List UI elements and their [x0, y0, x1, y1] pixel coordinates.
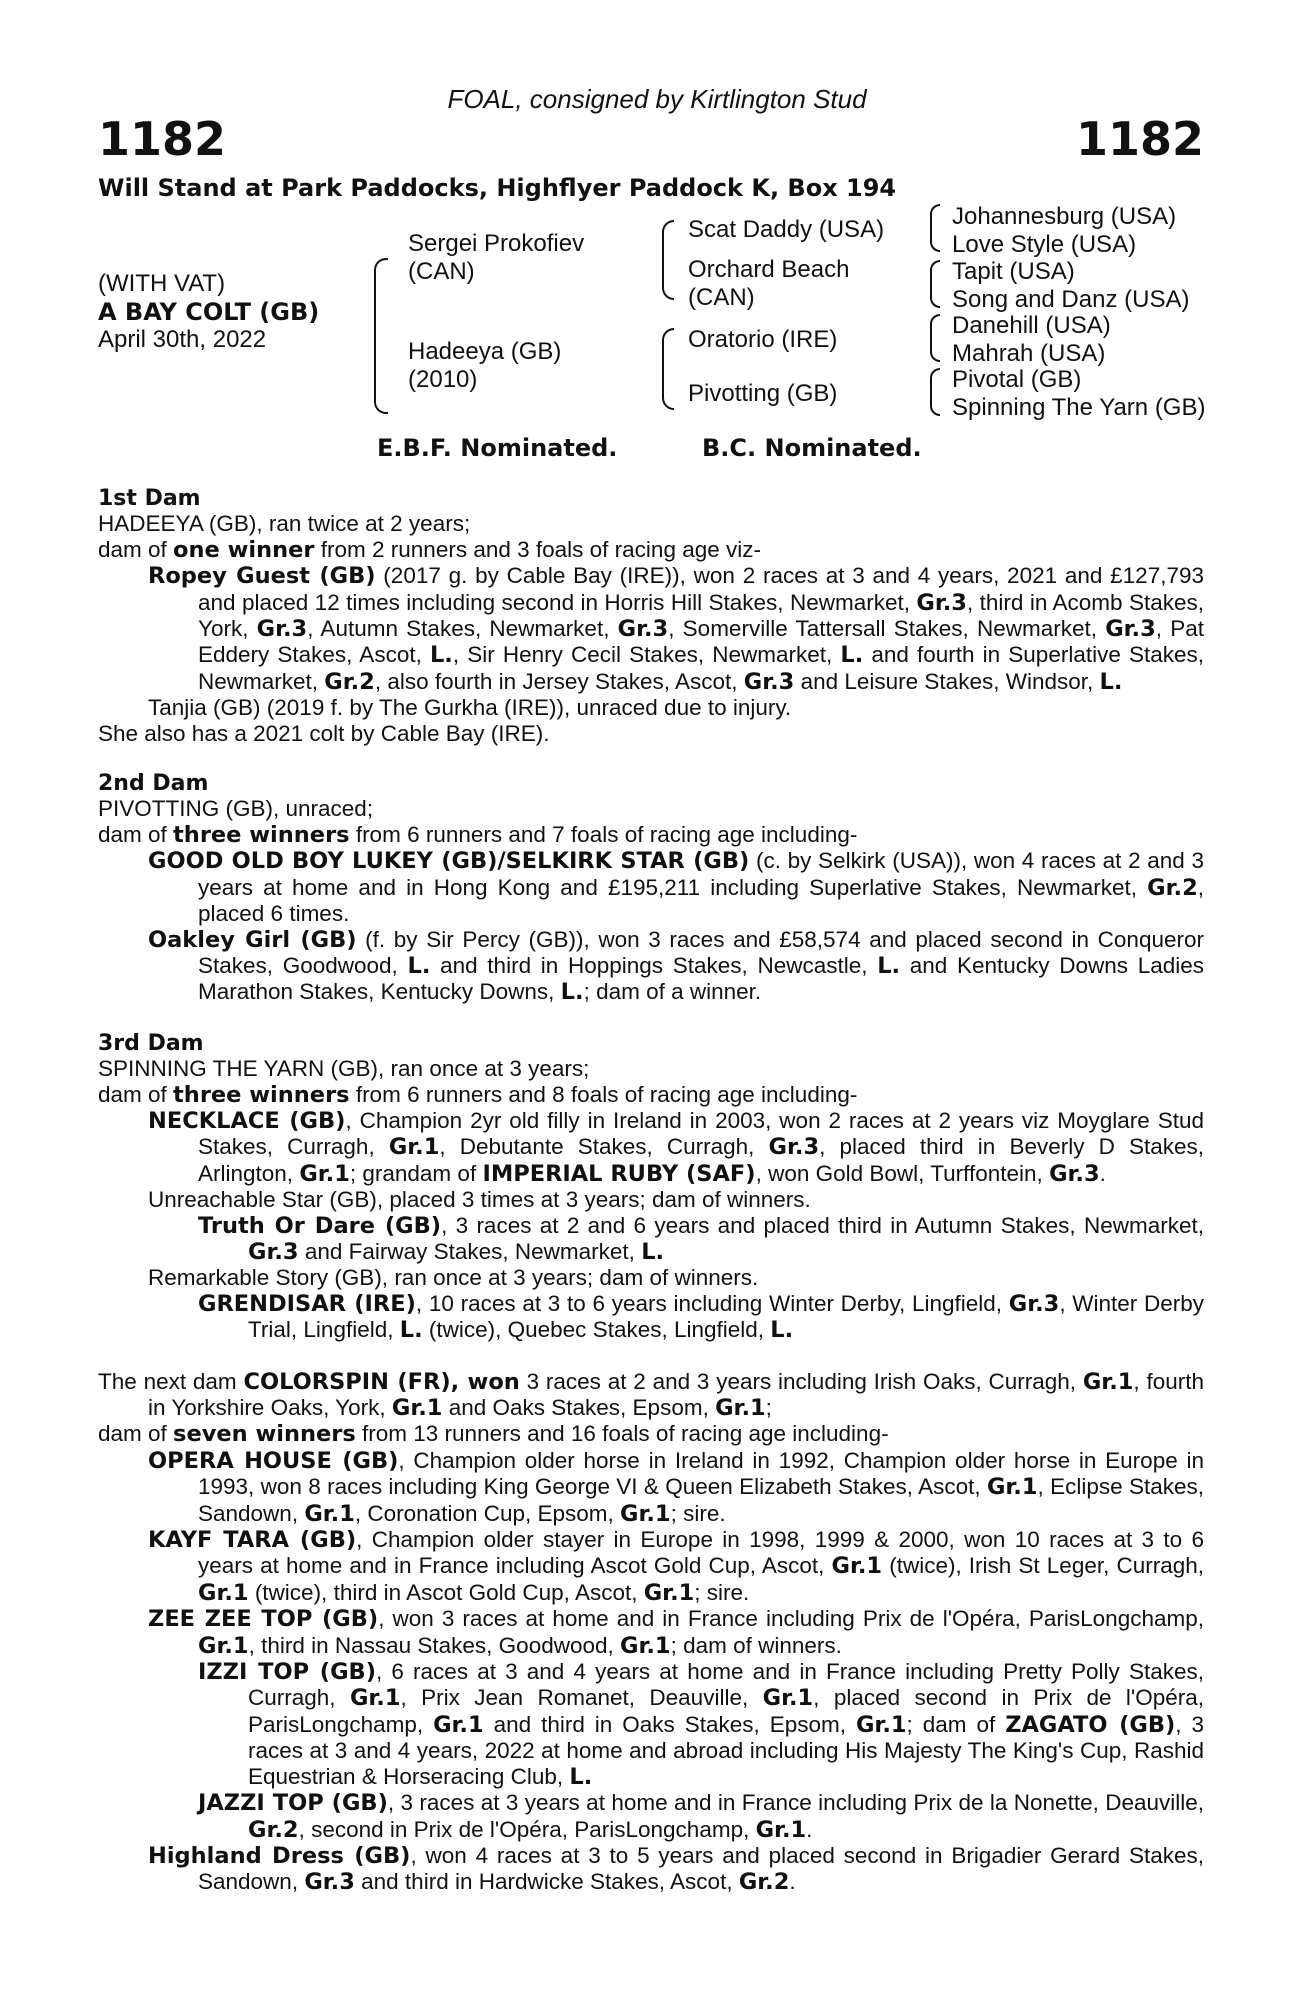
pedigree-brace-sd — [930, 260, 940, 308]
sire-sire-sire: Johannesburg (USA) — [952, 203, 1177, 230]
sire-dam-sire: Tapit (USA) — [952, 258, 1075, 285]
first-dam-record: dam of one winner from 2 runners and 3 foals of racing age viz- — [98, 536, 761, 563]
lot-number-left: 1182 — [98, 112, 227, 166]
sire-dam-country: (CAN) — [688, 284, 755, 311]
produce-kayf-tara: KAYF TARA (GB), Champion older stayer in Europe in 1998, 1999 & 2000, won 10 races at 3 to 6 years at home and in France including Ascot Gold Cup, Ascot, Gr.1 (twice), Irish St Leger, Curragh, Gr.1 (twice), third in Ascot Gold Cup, Ascot, Gr.1; sire. — [148, 1527, 1204, 1606]
pedigree-brace-ss — [930, 204, 940, 252]
dam-dam-sire: Pivotal (GB) — [952, 366, 1082, 393]
produce-opera-house: OPERA HOUSE (GB), Champion older horse in Ireland in 1992, Champion older horse in Europe in 1993, won 8 races including King George VI & Queen Elizabeth Stakes, Ascot, Gr.1, Eclipse Stakes, Sandown, Gr.1, Coronation Cup, Epsom, Gr.1; sire. — [148, 1447, 1204, 1527]
horse-description: A BAY COLT (GB) — [98, 298, 320, 326]
vat-note: (WITH VAT) — [98, 270, 226, 297]
second-dam-record: dam of three winners from 6 runners and 7 foals of racing age including- — [98, 821, 858, 848]
second-dam-heading: 2nd Dam — [98, 771, 209, 797]
produce-good-old-boy-lukey: GOOD OLD BOY LUKEY (GB)/SELKIRK STAR (GB) (c. by Selkirk (USA)), won 4 races at 2 and 3 years at home and in Hong Kong and £195,211 including Superlative Stakes, Newmarket, Gr.2, placed 6 times. — [148, 848, 1204, 927]
dam-sire: Oratorio (IRE) — [688, 326, 838, 353]
sire-dam-name: Orchard Beach — [688, 256, 850, 283]
sire-dam-dam: Song and Danz (USA) — [952, 286, 1190, 313]
third-dam-record: dam of three winners from 6 runners and 8 foals of racing age including- — [98, 1081, 858, 1108]
produce-unreachable-star: Unreachable Star (GB), placed 3 times at 3 years; dam of winners. — [148, 1187, 811, 1213]
produce-oakley-girl: Oakley Girl (GB) (f. by Sir Percy (GB)), won 3 races and £58,574 and placed second in Conqueror Stakes, Goodwood, L. and third in Hoppings Stakes, Newcastle, L. and Kentucky Downs Ladies Marathon Stakes, Kentucky Downs, L.; dam of a winner. — [148, 926, 1204, 1006]
produce-2021-colt: She also has a 2021 colt by Cable Bay (IRE). — [98, 720, 550, 746]
dam-dam: Pivotting (GB) — [688, 380, 838, 407]
next-dam-record: dam of seven winners from 13 runners and 16 foals of racing age including- — [98, 1421, 889, 1448]
dam-sire-dam: Mahrah (USA) — [952, 340, 1106, 367]
dam-dam-dam: Spinning The Yarn (GB) — [952, 394, 1206, 421]
next-dam-colorspin: The next dam COLORSPIN (FR), won 3 races at 2 and 3 years including Irish Oaks, Curragh, Gr.1, fourth in Yorkshire Oaks, York, Gr.1 and Oaks Stakes, Epsom, Gr.1; — [98, 1368, 1204, 1421]
produce-ropey-guest: Ropey Guest (GB) (2017 g. by Cable Bay (IRE)), won 2 races at 3 and 4 years, 2021 and £127,793 and placed 12 times including second in Horris Hill Stakes, Newmarket, Gr.3, third in Acomb Stakes, York, Gr.3, Autumn Stakes, Newmarket, Gr.3, Somerville Tattersall Stakes, Newmarket, Gr.3, Pat Eddery Stakes, Ascot, L., Sir Henry Cecil Stakes, Newmarket, L. and fourth in Superlative Stakes, Newmarket, Gr.2, also fourth in Jersey Stakes, Ascot, Gr.3 and Leisure Stakes, Windsor, L. — [148, 563, 1204, 695]
consignment-line: FOAL, consigned by Kirtlington Stud — [447, 84, 867, 114]
third-dam-summary: SPINNING THE YARN (GB), ran once at 3 years; — [98, 1056, 590, 1082]
ebf-nomination: E.B.F. Nominated. — [377, 434, 618, 462]
sire-name: Sergei Prokofiev — [408, 230, 585, 257]
lot-number-right: 1182 — [1075, 112, 1204, 166]
sire-sire-dam: Love Style (USA) — [952, 231, 1137, 258]
produce-remarkable-story: Remarkable Story (GB), ran once at 3 years; dam of winners. — [148, 1265, 759, 1291]
second-dam-summary: PIVOTTING (GB), unraced; — [98, 796, 374, 822]
bc-nomination: B.C. Nominated. — [702, 434, 922, 462]
pedigree-brace-main — [374, 258, 388, 414]
dam-year: (2010) — [408, 366, 478, 393]
foaling-date: April 30th, 2022 — [98, 326, 267, 353]
pedigree-brace-ds — [930, 314, 940, 362]
dam-name: Hadeeya (GB) — [408, 338, 562, 365]
pedigree-brace-sire — [662, 220, 674, 300]
stand-location: Will Stand at Park Paddocks, Highflyer Paddock K, Box 194 — [98, 174, 897, 202]
produce-izzi-top: IZZI TOP (GB), 6 races at 3 and 4 years at home and in France including Pretty Polly Stakes, Curragh, Gr.1, Prix Jean Romanet, Deauville, Gr.1, placed second in Prix de l'Opéra, ParisLongchamp, Gr.1 and third in Oaks Stakes, Epsom, Gr.1; dam of ZAGATO (GB), 3 races at 3 and 4 years, 2022 at home and abroad including His Majesty The King's Cup, Rashid Equestrian & Horseracing Club, L. — [198, 1659, 1204, 1790]
dam-sire-sire: Danehill (USA) — [952, 312, 1111, 339]
produce-zee-zee-top: ZEE ZEE TOP (GB), won 3 races at home and in France including Prix de l'Opéra, ParisLongchamp, Gr.1, third in Nassau Stakes, Goodwood, Gr.1; dam of winners. — [148, 1606, 1204, 1659]
first-dam-heading: 1st Dam — [98, 486, 201, 511]
produce-grendisar: GRENDISAR (IRE), 10 races at 3 to 6 years including Winter Derby, Lingfield, Gr.3, Winter Derby Trial, Lingfield, L. (twice), Quebec Stakes, Lingfield, L. — [198, 1290, 1205, 1344]
third-dam-heading: 3rd Dam — [98, 1030, 204, 1056]
first-dam-summary: HADEEYA (GB), ran twice at 2 years; — [98, 511, 471, 537]
sire-country: (CAN) — [408, 258, 475, 285]
produce-necklace: NECKLACE (GB), Champion 2yr old filly in Ireland in 2003, won 2 races at 2 years viz Moyglare Stud Stakes, Curragh, Gr.1, Debutante Stakes, Curragh, Gr.3, placed third in Beverly D Stakes, Arlington, Gr.1; grandam of IMPERIAL RUBY (SAF), won Gold Bowl, Turffontein, Gr.3. — [148, 1107, 1204, 1187]
produce-truth-or-dare: Truth Or Dare (GB), 3 races at 2 and 6 years and placed third in Autumn Stakes, Newmarket, Gr.3 and Fairway Stakes, Newmarket, L. — [198, 1212, 1204, 1265]
produce-tanjia: Tanjia (GB) (2019 f. by The Gurkha (IRE)), unraced due to injury. — [148, 695, 792, 721]
pedigree-brace-dam — [662, 328, 674, 410]
pedigree-brace-dd — [930, 368, 940, 416]
produce-highland-dress: Highland Dress (GB), won 4 races at 3 to 5 years and placed second in Brigadier Gerard Stakes, Sandown, Gr.3 and third in Hardwicke Stakes, Ascot, Gr.2. — [148, 1842, 1205, 1896]
catalogue-body — [98, 486, 1204, 1896]
produce-jazzi-top: JAZZI TOP (GB), 3 races at 3 years at home and in France including Prix de la Nonette, Deauville, Gr.2, second in Prix de l'Opéra, ParisLongchamp, Gr.1. — [198, 1790, 1205, 1843]
sire-sire: Scat Daddy (USA) — [688, 216, 885, 243]
